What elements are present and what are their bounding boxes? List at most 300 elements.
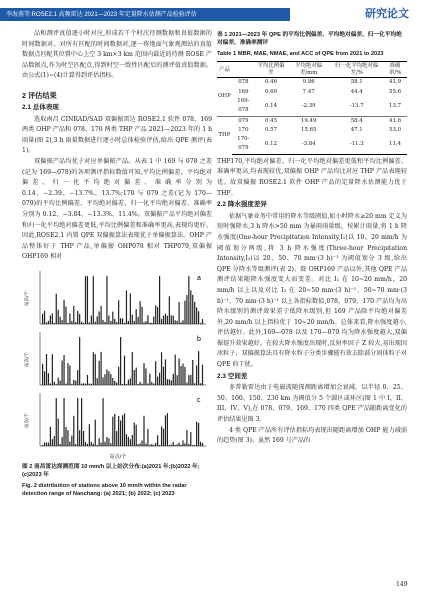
station-bar [54, 436, 55, 446]
table-cell: 170-079 [232, 135, 255, 154]
station-bar [56, 398, 57, 446]
station-bar [186, 383, 187, 385]
station-bar [112, 416, 113, 445]
station-bar [56, 384, 57, 385]
figure-2 [22, 266, 212, 461]
table-title-cn: 表 1 2021—2023 年 QPE 的平均比例偏差、平均绝对偏差、归一化平均绝对偏差、准确率测评 [217, 32, 402, 47]
station-bar [149, 445, 150, 446]
station-bar [106, 276, 107, 324]
station-bar [69, 365, 70, 384]
panel-c [23, 393, 206, 446]
station-bar [110, 321, 111, 324]
station-bar [58, 418, 59, 445]
station-bar [188, 276, 189, 324]
station-bar [141, 384, 142, 385]
station-bar [116, 322, 117, 324]
station-bar [63, 355, 64, 385]
table-cell: 41.9 [389, 79, 402, 86]
station-bar [179, 442, 180, 445]
station-bar [202, 443, 203, 446]
station-bar [83, 323, 84, 324]
table-cell: 0.57 [265, 126, 278, 133]
station-bar [188, 444, 189, 446]
station-bar [198, 351, 199, 385]
station-bar [179, 302, 180, 324]
station-bar [79, 314, 80, 324]
station-bar [60, 380, 61, 384]
station-bar [54, 323, 55, 324]
station-bar [130, 439, 131, 446]
running-header [0, 0, 427, 24]
station-bar [140, 301, 141, 324]
station-bar [147, 315, 148, 324]
station-bar [73, 416, 74, 446]
panel-c-label: c [197, 396, 201, 404]
station-bar [97, 445, 98, 446]
station-bar [46, 354, 47, 385]
station-bar [175, 445, 176, 446]
station-bar [48, 373, 49, 385]
station-bar [124, 413, 125, 446]
station-bar [138, 444, 139, 446]
table-header: 归一化平均绝对偏差/% [330, 62, 383, 78]
table-group: OHP [218, 93, 231, 100]
station-bar [102, 398, 103, 446]
station-bar [120, 337, 121, 385]
station-bar [101, 306, 102, 324]
station-bar [190, 432, 191, 446]
station-bar [118, 416, 119, 446]
station-bar [62, 320, 63, 324]
station-bar [196, 307, 197, 324]
station-bar [60, 444, 61, 446]
station-bar [89, 424, 90, 446]
station-bar [42, 364, 43, 385]
station-bar [163, 429, 164, 446]
paragraph: 双偏振产品均优于对应单偏振产品。从表 1 中 169 与 078 之差(记为 169—078)的各项测评指标数值可知,平均比例偏差、平均绝对偏差、归一化平均绝对偏差、准确率分别为 0.14、−2.39、−13.7%、13.7%;170 与 079 之差(记为 170—079)的平均比例偏差、平均绝对偏差、归一化平均绝对偏差、准确率分别为 0.12、−3.84、−13.3%、11.4%。双偏振产品平均绝对偏差和归一化平均绝对偏差更低,平均比例偏差和准确率更高,表现均更好。因此,ROSE2.1 内置 QPE 双偏振算法表现优于单偏振算法。OHP 产品整体好于 THP 产品,单偏振 OHP078 相对 THP079,双偏振 OHP169 相对 [22, 157, 212, 261]
station-bar [173, 442, 174, 446]
station-bar [140, 382, 141, 385]
station-bar [58, 378, 59, 385]
figure-caption-cn: 图 2 南昌雷达探测范围 10 mm/h 以上站次分布:(a)2021 年;(b)2022 年;(c)2023 年 [22, 463, 200, 479]
station-bar [134, 370, 135, 385]
station-bar [165, 359, 166, 385]
station-bar [71, 435, 72, 445]
station-bar [161, 319, 162, 324]
table-cell: 079 [232, 116, 255, 126]
station-bar [182, 440, 183, 446]
station-bar [95, 420, 96, 446]
station-bar [85, 442, 86, 446]
station-bar [186, 295, 187, 324]
table-cell: 13.7 [389, 102, 402, 109]
station-bar [145, 321, 146, 324]
station-bar [163, 367, 164, 385]
station-bar [46, 442, 47, 445]
station-bar [60, 316, 61, 323]
station-bar [153, 383, 154, 385]
station-bar [128, 437, 129, 446]
station-bar [56, 294, 57, 324]
station-bar [151, 323, 152, 324]
station-bar [138, 317, 139, 324]
station-bar [202, 319, 203, 324]
station-bar [73, 306, 74, 324]
station-bar [91, 315, 92, 323]
station-bar [65, 427, 66, 446]
station-bar [71, 384, 72, 385]
station-bar [67, 363, 68, 385]
figure-2-plot [22, 266, 212, 461]
station-bar [159, 445, 160, 446]
station-bar [126, 384, 127, 385]
station-bar [128, 380, 129, 385]
station-bar [54, 381, 55, 384]
paragraph: 选取南昌 CINRAD/SAD 双偏振雷达 ROSE2.1 软件 078、169 两类 OHP 产品和 078、170 两类 THP 产品 2021—2023 年的 1 h 雨量(图 2),3 h 雨量数据进行逐小时总体检验评估,给出 QPE 测评(表 1)。 [22, 115, 212, 155]
station-bar [118, 367, 119, 385]
station-bar [99, 438, 100, 446]
table-row [217, 135, 407, 154]
station-bar [62, 437, 63, 446]
station-bar [108, 315, 109, 324]
station-bar [122, 384, 123, 385]
station-bar [85, 384, 86, 385]
station-bar [128, 321, 129, 324]
station-bar [69, 442, 70, 446]
panel-b-ylabel: 站次/个 [25, 351, 30, 367]
station-bar [153, 316, 154, 323]
station-bar [192, 360, 193, 385]
station-bar [169, 379, 170, 385]
station-bar [75, 322, 76, 324]
station-bar [175, 354, 176, 384]
station-bar [180, 322, 181, 324]
panel-c-ylabel: 站次/个 [25, 412, 30, 428]
panel-b-bars [42, 337, 203, 385]
panel-b-label: b [197, 335, 201, 343]
station-bar [112, 312, 113, 324]
subsection-heading: 2.3 空间差 [217, 372, 248, 380]
station-bar [116, 431, 117, 446]
station-bar [50, 427, 51, 446]
station-bar [116, 382, 117, 385]
station-bar [79, 430, 80, 446]
journal-running-title: 李海燕等:ROSE2.1 高频雷达 2021—2023 年定量降水估测产品检验评估 [6, 12, 197, 18]
station-bar [196, 365, 197, 385]
station-bar [62, 360, 63, 384]
station-bar [87, 375, 88, 385]
station-bar [120, 318, 121, 324]
station-bar [180, 366, 181, 385]
station-bar [143, 363, 144, 385]
station-bar [87, 276, 88, 324]
station-bar [126, 290, 127, 324]
table-cell: -11.3 [330, 135, 383, 154]
table-cell: 47.1 [350, 126, 363, 133]
station-bar [130, 378, 131, 385]
station-bar [114, 381, 115, 385]
station-bar [122, 415, 123, 446]
station-bar [71, 321, 72, 324]
station-bar [163, 316, 164, 324]
panel-a-label: a [197, 274, 201, 282]
station-bar [182, 364, 183, 385]
station-bar [126, 434, 127, 446]
station-bar [52, 439, 53, 446]
station-bar [89, 383, 90, 384]
panel-a [23, 271, 206, 324]
station-bar [138, 384, 139, 385]
station-bar [77, 370, 78, 385]
station-bar [87, 444, 88, 446]
station-bar [149, 374, 150, 385]
station-bar [184, 301, 185, 324]
table-cell: 55.6 [389, 88, 402, 95]
table-row [217, 88, 407, 97]
station-bar [112, 378, 113, 385]
station-bar [83, 431, 84, 446]
station-bar [184, 443, 185, 446]
station-bar [157, 376, 158, 384]
station-bar [42, 445, 43, 446]
station-bar [173, 316, 174, 324]
table-cell: 44.4 [350, 88, 363, 95]
section-label: 研究论文 [365, 8, 409, 20]
station-bar [167, 379, 168, 385]
station-bar [67, 430, 68, 446]
figure-xlabel: 站点/个 [109, 453, 127, 460]
station-bar [93, 443, 94, 445]
station-bar [48, 321, 49, 324]
station-bar [149, 323, 150, 324]
station-bar [180, 445, 181, 446]
station-bar [132, 314, 133, 323]
panel-a-ylabel: 站次/个 [25, 290, 30, 306]
table-title-en: Table 1 MBR, MAE, NMAE, and ACC of QPE from 2021 to 2023 [217, 50, 384, 57]
table-cell: -3.84 [287, 135, 330, 154]
station-bar [192, 445, 193, 446]
station-bar [102, 320, 103, 324]
station-bar [134, 321, 135, 324]
station-bar [157, 307, 158, 324]
station-bar [136, 367, 137, 384]
station-bar [145, 443, 146, 445]
station-bar [198, 311, 199, 324]
station-bar [106, 437, 107, 446]
table-cell: 7.47 [302, 88, 315, 95]
station-bar [67, 323, 68, 324]
table-cell: 0.12 [255, 135, 287, 154]
station-bar [194, 383, 195, 385]
station-bar [132, 352, 133, 385]
station-bar [75, 381, 76, 385]
station-bar [97, 316, 98, 324]
station-bar [198, 423, 199, 446]
station-bar [89, 322, 90, 324]
right-column [217, 29, 407, 447]
station-bar [171, 444, 172, 446]
table-header: 准确率/% [383, 62, 407, 78]
station-bar [102, 377, 103, 385]
station-bar [110, 374, 111, 385]
station-bar [75, 444, 76, 446]
station-bar [171, 315, 172, 324]
station-bar [134, 423, 135, 446]
station-bar [143, 322, 144, 324]
table-cell: 0.14 [265, 102, 278, 109]
station-bar [173, 374, 174, 385]
paragraph: 依据气象业务中常用的降水等级阈值,如小时降水≥20 mm 定义为短时强降水,3 h 降水>50 mm 为暴雨雨量级。按累计雨量,将 1 h 降水强度(One-hour Precipitation Intensity,I₁)以 10、20 mm/h 为阈值划分两级,将 3 h 降水强度(Three-hour Precipitation Intensity,I₃)以 20、50、70 mm·(3 h)⁻¹ 为阈值划分 3 级,给出 QPE 分降水等级测评(表 2)。除 OHP169 产品以外,其他 QPE 产品测评结果随降水强度变大而变差。对比 I₁ 在 10~20 mm/h、20 mm/h 以上以及对比 I₃ 在 20~50 mm·(3 h)⁻¹、50~70 mm·(3 h)⁻¹、70 mm·(3 h)⁻¹ 以上各指标数值,078、079、170 产品均为高降水级别的测评效果差于低降水级别,但 169 产品除平均绝对偏差外,20 mm/h 以上指标优于 10~20 mm/h。总体来看,降水强度越小,评估越好。此外,169—078 以及 170—079 均为降水强度越大,双偏振提升效果越好。在较大降水强度出现时,反射率因子 Z 较大,易出现因冰粒子、双偏振算法具有降水粒子分类步骤能有效去除部分固体粒子对 QPE 的干扰。 [217, 212, 407, 369]
table-header [232, 62, 255, 78]
station-bar [83, 383, 84, 385]
table-cell: 58.4 [330, 116, 383, 126]
left-column [22, 29, 212, 499]
station-bar [200, 442, 201, 446]
station-bar [140, 443, 141, 446]
station-bar [79, 337, 80, 385]
panel-c-bars [42, 398, 203, 446]
table-header: 平均绝对偏差/mm [287, 62, 330, 78]
table-header: 产品 [217, 62, 232, 78]
station-bar [106, 369, 107, 385]
panel-a-bars [42, 276, 203, 324]
station-bar [167, 316, 168, 324]
station-bar [167, 413, 168, 446]
station-bar [63, 300, 64, 324]
station-bar [48, 442, 49, 445]
station-bar [52, 313, 53, 324]
station-bar [192, 295, 193, 324]
station-bar [169, 445, 170, 446]
station-bar [104, 322, 105, 324]
station-bar [169, 296, 170, 324]
station-bar [81, 322, 82, 324]
station-bar [97, 378, 98, 385]
station-bar [104, 442, 105, 446]
station-bar [108, 371, 109, 385]
station-bar [143, 416, 144, 446]
station-bar [179, 358, 180, 384]
station-bar [99, 361, 100, 385]
table-cell: 15.65 [300, 126, 317, 133]
station-bar [177, 321, 178, 324]
station-bar [114, 319, 115, 324]
station-bar [186, 430, 187, 446]
station-bar [99, 311, 100, 324]
station-bar [188, 375, 189, 385]
subsection-heading: 2.1 总体表现 [22, 103, 59, 111]
station-bar [153, 445, 154, 446]
station-bar [124, 355, 125, 384]
station-bar [147, 383, 148, 384]
station-bar [141, 440, 142, 445]
station-bar [95, 354, 96, 385]
station-bar [110, 443, 111, 446]
station-bar [50, 315, 51, 323]
station-bar [194, 302, 195, 324]
station-bar [77, 398, 78, 446]
table-cell: 0.60 [265, 88, 278, 95]
station-bar [77, 311, 78, 324]
table-row [217, 126, 407, 135]
station-bar [132, 435, 133, 446]
station-bar [124, 323, 125, 324]
station-bar [190, 375, 191, 385]
station-bar [91, 442, 92, 446]
station-bar [171, 380, 172, 385]
station-bar [50, 383, 51, 385]
paragraph: 4 类 QPE 产品所有评估指标均表现出随距离增加 OHP 能力减弱的趋势(图 3)。虽然 169 号产品的 [217, 426, 407, 445]
page-number: 149 [396, 581, 408, 588]
station-bar [73, 380, 74, 385]
station-bar [157, 435, 158, 446]
table-row [217, 78, 407, 88]
panel-b [23, 332, 206, 385]
paragraph: THP170,平均绝对偏差、归一化平均绝对偏差更低和平均比例偏差、准确率更高,均表现较优,双偏振 OHP 产品均比对应 THP 产品表现较优。故双偏振 ROSE2.1 软件 OHP 产品的定量降水估测能力优于 THP。 [217, 157, 407, 197]
station-bar [182, 320, 183, 324]
station-bar [155, 361, 156, 385]
table-cell: -13.7 [349, 102, 364, 109]
station-bar [44, 442, 45, 446]
table-header: 平均比例偏差 [255, 62, 287, 78]
table-1 [217, 61, 407, 155]
station-bar [81, 398, 82, 446]
subsection-heading: 2.2 降水强度差异 [217, 201, 267, 209]
station-bar [81, 384, 82, 385]
table-cell: 41.6 [383, 116, 407, 126]
table-cell: 53.0 [389, 126, 402, 133]
station-bar [114, 414, 115, 446]
table-row [217, 97, 407, 116]
table-cell: 169 [238, 88, 249, 95]
station-bar [136, 309, 137, 324]
station-bar [93, 352, 94, 385]
station-bar [118, 300, 119, 324]
station-bar [69, 313, 70, 323]
station-bar [202, 364, 203, 384]
station-bar [190, 290, 191, 324]
station-bar [177, 444, 178, 446]
station-bar [175, 320, 176, 324]
station-bar [44, 311, 45, 324]
figure-caption-en: Fig. 2 distribution of stations above 10 mm/h within the radar detection range of Nanchang: (a) 2021; (b) 2022; (c) 2023 [22, 482, 187, 498]
station-bar [46, 322, 47, 324]
paragraph: 品和测评真值逐小时对应,形成若干个时次待测数据和真值数据的时间数据对。对所有匹配的时间数据对,逐一将地面气象观测站的真值数据点匹配其位置中心上空 3 km×3 km 范围内最近的待测 ROSE 产品数据点,作为时空匹配点,得到时空一致性匹配后的测评值真值数据。由公式(1)~(4)计算得到评估指标。 [22, 30, 212, 80]
station-bar [85, 276, 86, 324]
station-bar [155, 443, 156, 446]
table-row [217, 116, 407, 126]
station-bar [161, 352, 162, 385]
station-bar [101, 352, 102, 385]
station-bar [184, 367, 185, 385]
station-bar [101, 442, 102, 445]
station-bar [145, 368, 146, 385]
station-bar [65, 306, 66, 323]
station-bar [151, 444, 152, 446]
table-cell: 170 [238, 126, 249, 133]
table-cell: 11.4 [383, 135, 407, 154]
section-heading: 2 评估结果 [22, 90, 57, 100]
station-bar [95, 322, 96, 324]
station-bar [165, 415, 166, 446]
station-bar [159, 373, 160, 385]
station-bar [136, 425, 137, 446]
station-bar [177, 375, 178, 385]
station-bar [120, 420, 121, 445]
table-cell: 58.1 [350, 79, 363, 86]
station-bar [165, 314, 166, 324]
station-bar [194, 445, 195, 446]
